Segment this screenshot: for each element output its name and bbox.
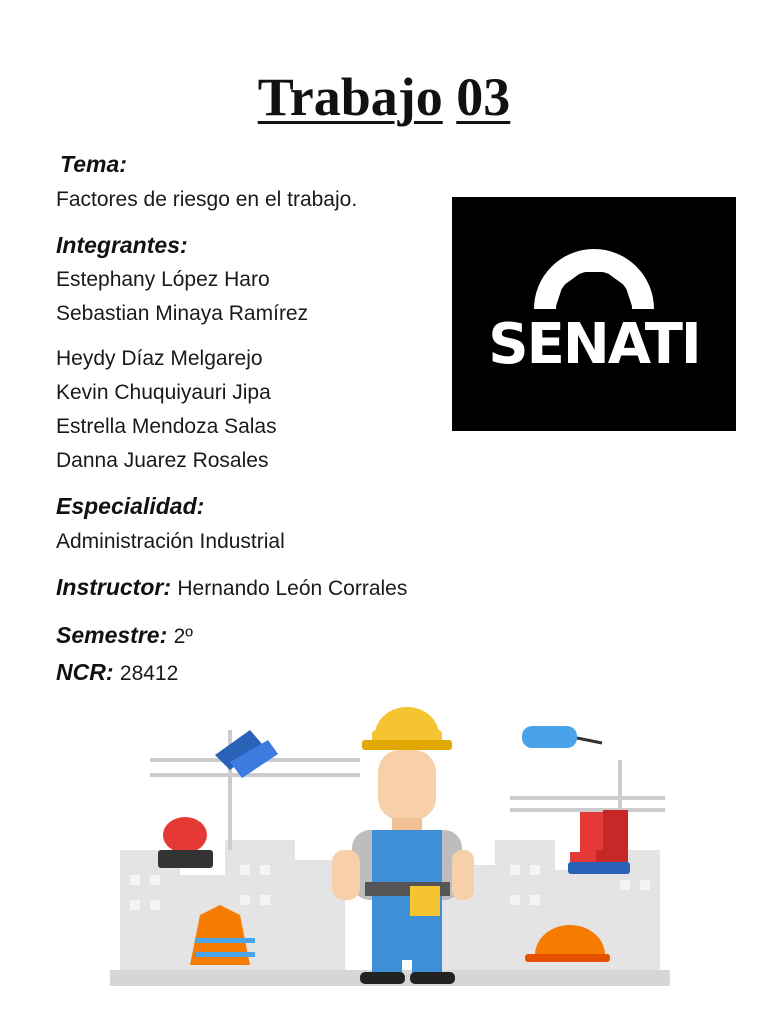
tema-value: Factores de riesgo en el trabajo. <box>56 188 358 211</box>
title-number: 03 <box>456 67 511 127</box>
member-name: Sebastian Minaya Ramírez <box>56 302 309 325</box>
title-word: Trabajo <box>257 67 443 127</box>
ncr-row <box>56 661 178 684</box>
especialidad-label: Especialidad: <box>56 493 205 519</box>
integrantes-label: Integrantes: <box>56 232 188 258</box>
member-name: Estephany López Haro <box>56 268 270 291</box>
tema-label: Tema: <box>60 151 127 177</box>
member-name: Heydy Díaz Melgarejo <box>56 347 263 370</box>
especialidad-value: Administración Industrial <box>56 530 285 553</box>
instructor-value: Hernando León Corrales <box>177 577 408 600</box>
member-name: Estrella Mendoza Salas <box>56 415 277 438</box>
instructor-row <box>56 576 407 599</box>
ncr-value: 28412 <box>119 662 179 685</box>
member-name: Danna Juarez Rosales <box>56 449 269 472</box>
senati-logo <box>452 197 736 431</box>
semestre-label: Semestre: <box>56 622 168 648</box>
ncr-label: NCR: <box>56 659 114 685</box>
instructor-label: Instructor: <box>56 574 171 600</box>
member-name: Kevin Chuquiyauri Jipa <box>56 381 271 404</box>
semestre-row <box>56 624 193 647</box>
semestre-value: 2º <box>173 625 193 648</box>
page-title <box>0 67 768 127</box>
construction-worker-safety-illustration <box>110 700 670 990</box>
logo-text: SENATI <box>488 312 700 377</box>
